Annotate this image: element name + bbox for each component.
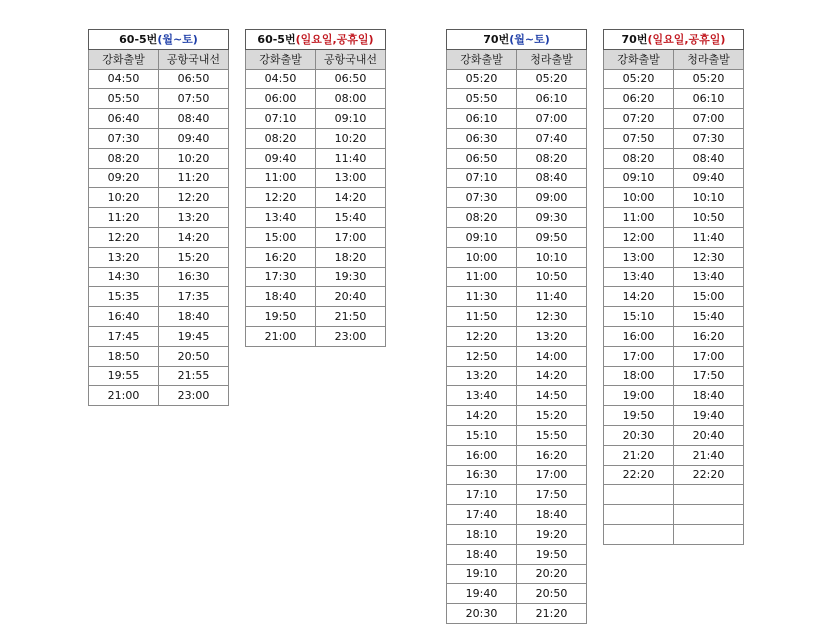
table-row [604, 386, 744, 406]
arrival-time: 09:30 [517, 208, 587, 228]
departure-time: 12:00 [604, 227, 674, 247]
column-header-row [89, 49, 229, 69]
departure-time: 16:20 [246, 247, 316, 267]
timetable-title-cell [89, 30, 229, 50]
departure-time: 09:20 [89, 168, 159, 188]
table-row [447, 208, 587, 228]
departure-time: 20:30 [604, 425, 674, 445]
departure-time: 09:10 [447, 227, 517, 247]
departure-time: 06:00 [246, 89, 316, 109]
departure-time: 11:00 [447, 267, 517, 287]
table-row [604, 109, 744, 129]
table-row [447, 584, 587, 604]
table-row [89, 109, 229, 129]
arrival-time: 07:00 [517, 109, 587, 129]
arrival-time: 09:00 [517, 188, 587, 208]
table-row [447, 406, 587, 426]
table-row [604, 524, 744, 544]
table-row [447, 604, 587, 624]
arrival-time: 11:40 [316, 148, 386, 168]
arrival-time: 19:20 [517, 524, 587, 544]
departure-time: 09:40 [246, 148, 316, 168]
table-row [246, 267, 386, 287]
table-row [89, 188, 229, 208]
timetable-title [604, 30, 744, 50]
departure-time [604, 505, 674, 525]
column-header-destination: 청라출발 [674, 49, 744, 69]
timetable-title [447, 30, 587, 50]
arrival-time: 20:40 [674, 425, 744, 445]
column-header-departure: 강화출발 [89, 49, 159, 69]
departure-time: 07:50 [604, 128, 674, 148]
table-row [604, 267, 744, 287]
departure-time: 12:20 [246, 188, 316, 208]
departure-time: 18:50 [89, 346, 159, 366]
table-row [246, 307, 386, 327]
departure-time: 13:20 [447, 366, 517, 386]
table-row [89, 247, 229, 267]
table-row [604, 307, 744, 327]
table-row [604, 128, 744, 148]
route-number: 60-5번 [257, 32, 296, 46]
departure-time: 17:00 [604, 346, 674, 366]
departure-time: 10:20 [89, 188, 159, 208]
departure-time: 05:20 [604, 69, 674, 89]
arrival-time: 08:20 [517, 148, 587, 168]
table-row [89, 326, 229, 346]
departure-time: 09:10 [604, 168, 674, 188]
column-header-destination: 공항국내선 [316, 49, 386, 69]
arrival-time: 20:50 [159, 346, 229, 366]
departure-time: 11:00 [604, 208, 674, 228]
arrival-time: 11:40 [674, 227, 744, 247]
departure-time: 13:00 [604, 247, 674, 267]
departure-time: 13:40 [246, 208, 316, 228]
column-header-row [604, 49, 744, 69]
departure-time: 13:40 [604, 267, 674, 287]
departure-time: 05:50 [89, 89, 159, 109]
arrival-time: 20:20 [517, 564, 587, 584]
table-row [604, 287, 744, 307]
arrival-time: 13:20 [159, 208, 229, 228]
arrival-time: 17:50 [674, 366, 744, 386]
column-header-departure: 강화출발 [447, 49, 517, 69]
arrival-time: 21:55 [159, 366, 229, 386]
arrival-time: 19:30 [316, 267, 386, 287]
route-number: 60-5번 [119, 32, 158, 46]
departure-time: 16:40 [89, 307, 159, 327]
table-row [447, 148, 587, 168]
table-row [447, 326, 587, 346]
departure-time: 08:20 [246, 128, 316, 148]
arrival-time: 21:20 [517, 604, 587, 624]
departure-time: 08:20 [447, 208, 517, 228]
departure-time: 19:55 [89, 366, 159, 386]
departure-time: 15:10 [447, 425, 517, 445]
departure-time: 11:00 [246, 168, 316, 188]
departure-time: 12:20 [89, 227, 159, 247]
departure-time: 05:20 [447, 69, 517, 89]
arrival-time: 08:00 [316, 89, 386, 109]
table-row [447, 425, 587, 445]
departure-time: 14:30 [89, 267, 159, 287]
departure-time: 15:00 [246, 227, 316, 247]
arrival-time: 12:30 [517, 307, 587, 327]
arrival-time: 18:40 [674, 386, 744, 406]
table-row [447, 465, 587, 485]
departure-time: 05:50 [447, 89, 517, 109]
arrival-time: 14:00 [517, 346, 587, 366]
table-row [246, 89, 386, 109]
arrival-time: 15:40 [316, 208, 386, 228]
arrival-time: 11:20 [159, 168, 229, 188]
arrival-time: 19:45 [159, 326, 229, 346]
departure-time: 19:50 [604, 406, 674, 426]
departure-time: 04:50 [89, 69, 159, 89]
departure-time: 07:30 [89, 128, 159, 148]
arrival-time: 06:50 [159, 69, 229, 89]
arrival-time: 13:40 [674, 267, 744, 287]
table-row [604, 366, 744, 386]
arrival-time [674, 485, 744, 505]
arrival-time: 22:20 [674, 465, 744, 485]
column-header-departure: 강화출발 [246, 49, 316, 69]
departure-time: 21:20 [604, 445, 674, 465]
departure-time: 08:20 [604, 148, 674, 168]
table-row [89, 208, 229, 228]
table-row [246, 247, 386, 267]
table-row [604, 208, 744, 228]
arrival-time: 14:20 [517, 366, 587, 386]
table-row [604, 89, 744, 109]
departure-time: 19:40 [447, 584, 517, 604]
departure-time: 21:00 [89, 386, 159, 406]
arrival-time: 10:50 [517, 267, 587, 287]
arrival-time: 11:40 [517, 287, 587, 307]
table-row [447, 188, 587, 208]
departure-time: 11:50 [447, 307, 517, 327]
table-row [447, 524, 587, 544]
arrival-time: 20:40 [316, 287, 386, 307]
timetable-60-5-holiday [245, 29, 386, 347]
table-row [447, 346, 587, 366]
table-row [604, 247, 744, 267]
table-row [89, 366, 229, 386]
arrival-time: 06:50 [316, 69, 386, 89]
table-row [604, 227, 744, 247]
table-row [246, 109, 386, 129]
timetable-60-5-weekday [88, 29, 229, 406]
arrival-time: 07:50 [159, 89, 229, 109]
table-row [246, 188, 386, 208]
arrival-time: 13:20 [517, 326, 587, 346]
arrival-time: 14:20 [159, 227, 229, 247]
departure-time: 07:10 [447, 168, 517, 188]
schedule-day-type: (월~토) [509, 32, 550, 46]
arrival-time: 23:00 [159, 386, 229, 406]
departure-time: 18:10 [447, 524, 517, 544]
departure-time: 11:30 [447, 287, 517, 307]
arrival-time: 08:40 [159, 109, 229, 129]
departure-time [604, 485, 674, 505]
arrival-time: 23:00 [316, 326, 386, 346]
arrival-time: 07:30 [674, 128, 744, 148]
table-row [89, 307, 229, 327]
table-row [89, 69, 229, 89]
table-row [604, 465, 744, 485]
table-row [447, 544, 587, 564]
departure-time: 06:40 [89, 109, 159, 129]
arrival-time: 08:40 [674, 148, 744, 168]
arrival-time: 15:20 [159, 247, 229, 267]
table-row [447, 505, 587, 525]
arrival-time: 06:10 [517, 89, 587, 109]
table-row [89, 89, 229, 109]
column-header-row [246, 49, 386, 69]
departure-time: 08:20 [89, 148, 159, 168]
arrival-time: 12:20 [159, 188, 229, 208]
arrival-time: 19:40 [674, 406, 744, 426]
departure-time: 13:40 [447, 386, 517, 406]
table-row [246, 208, 386, 228]
departure-time: 14:20 [447, 406, 517, 426]
table-row [604, 485, 744, 505]
arrival-time: 14:50 [517, 386, 587, 406]
table-row [604, 346, 744, 366]
departure-time: 19:10 [447, 564, 517, 584]
arrival-time: 13:00 [316, 168, 386, 188]
departure-time: 06:50 [447, 148, 517, 168]
table-row [447, 227, 587, 247]
table-row [89, 346, 229, 366]
departure-time: 19:00 [604, 386, 674, 406]
arrival-time: 07:40 [517, 128, 587, 148]
departure-time: 12:50 [447, 346, 517, 366]
table-row [447, 445, 587, 465]
departure-time: 17:40 [447, 505, 517, 525]
table-row [246, 128, 386, 148]
departure-time: 12:20 [447, 326, 517, 346]
arrival-time: 09:40 [159, 128, 229, 148]
arrival-time: 15:00 [674, 287, 744, 307]
arrival-time [674, 524, 744, 544]
arrival-time: 07:00 [674, 109, 744, 129]
arrival-time: 17:50 [517, 485, 587, 505]
column-header-row [447, 49, 587, 69]
departure-time: 06:10 [447, 109, 517, 129]
departure-time [604, 524, 674, 544]
arrival-time: 08:40 [517, 168, 587, 188]
departure-time: 18:00 [604, 366, 674, 386]
table-row [246, 287, 386, 307]
table-row [447, 267, 587, 287]
departure-time: 13:20 [89, 247, 159, 267]
timetable-title-cell [447, 30, 587, 50]
arrival-time: 15:20 [517, 406, 587, 426]
departure-time: 18:40 [447, 544, 517, 564]
departure-time: 19:50 [246, 307, 316, 327]
table-row [89, 267, 229, 287]
timetable-title-cell [246, 30, 386, 50]
departure-time: 06:20 [604, 89, 674, 109]
table-row [246, 168, 386, 188]
table-row [246, 148, 386, 168]
arrival-time: 18:20 [316, 247, 386, 267]
table-row [89, 386, 229, 406]
departure-time: 15:35 [89, 287, 159, 307]
arrival-time: 21:40 [674, 445, 744, 465]
table-row [604, 425, 744, 445]
table-row [447, 366, 587, 386]
departure-time: 16:00 [447, 445, 517, 465]
table-row [447, 168, 587, 188]
departure-time: 15:10 [604, 307, 674, 327]
table-row [447, 69, 587, 89]
arrival-time: 20:50 [517, 584, 587, 604]
departure-time: 16:30 [447, 465, 517, 485]
departure-time: 17:45 [89, 326, 159, 346]
column-header-departure: 강화출발 [604, 49, 674, 69]
table-row [89, 287, 229, 307]
table-row [447, 564, 587, 584]
arrival-time: 10:20 [159, 148, 229, 168]
table-row [447, 128, 587, 148]
departure-time: 07:30 [447, 188, 517, 208]
departure-time: 14:20 [604, 287, 674, 307]
arrival-time: 05:20 [674, 69, 744, 89]
table-row [604, 406, 744, 426]
departure-time: 18:40 [246, 287, 316, 307]
arrival-time: 18:40 [517, 505, 587, 525]
departure-time: 17:30 [246, 267, 316, 287]
departure-time: 21:00 [246, 326, 316, 346]
arrival-time: 09:50 [517, 227, 587, 247]
timetable-title [89, 30, 229, 50]
departure-time: 10:00 [604, 188, 674, 208]
timetable-70-holiday [603, 29, 744, 545]
arrival-time: 16:30 [159, 267, 229, 287]
schedule-day-type: (월~토) [157, 32, 198, 46]
arrival-time: 10:10 [674, 188, 744, 208]
table-row [447, 89, 587, 109]
arrival-time: 17:35 [159, 287, 229, 307]
arrival-time: 10:20 [316, 128, 386, 148]
table-row [604, 445, 744, 465]
arrival-time: 16:20 [674, 326, 744, 346]
arrival-time: 15:40 [674, 307, 744, 327]
departure-time: 22:20 [604, 465, 674, 485]
departure-time: 16:00 [604, 326, 674, 346]
departure-time: 04:50 [246, 69, 316, 89]
table-row [447, 386, 587, 406]
arrival-time: 16:20 [517, 445, 587, 465]
departure-time: 11:20 [89, 208, 159, 228]
arrival-time: 10:10 [517, 247, 587, 267]
arrival-time: 21:50 [316, 307, 386, 327]
schedule-day-type: (일요일,공휴일) [295, 32, 374, 46]
table-row [604, 168, 744, 188]
table-row [447, 247, 587, 267]
arrival-time: 10:50 [674, 208, 744, 228]
arrival-time: 17:00 [316, 227, 386, 247]
timetable-title [246, 30, 386, 50]
arrival-time: 05:20 [517, 69, 587, 89]
table-row [89, 227, 229, 247]
arrival-time: 15:50 [517, 425, 587, 445]
table-row [447, 307, 587, 327]
arrival-time: 18:40 [159, 307, 229, 327]
arrival-time: 17:00 [517, 465, 587, 485]
column-header-destination: 청라출발 [517, 49, 587, 69]
table-row [604, 505, 744, 525]
departure-time: 17:10 [447, 485, 517, 505]
table-row [604, 69, 744, 89]
column-header-destination: 공항국내선 [159, 49, 229, 69]
route-number: 70번 [483, 32, 510, 46]
table-row [604, 148, 744, 168]
table-row [604, 326, 744, 346]
table-row [89, 148, 229, 168]
departure-time: 10:00 [447, 247, 517, 267]
table-row [604, 188, 744, 208]
timetable-title-cell [604, 30, 744, 50]
departure-time: 06:30 [447, 128, 517, 148]
table-row [89, 128, 229, 148]
table-row [447, 109, 587, 129]
schedule-day-type: (일요일,공휴일) [647, 32, 726, 46]
table-row [447, 485, 587, 505]
table-row [246, 227, 386, 247]
departure-time: 07:10 [246, 109, 316, 129]
arrival-time: 12:30 [674, 247, 744, 267]
table-row [447, 287, 587, 307]
arrival-time: 17:00 [674, 346, 744, 366]
departure-time: 20:30 [447, 604, 517, 624]
arrival-time: 09:10 [316, 109, 386, 129]
arrival-time [674, 505, 744, 525]
arrival-time: 14:20 [316, 188, 386, 208]
arrival-time: 19:50 [517, 544, 587, 564]
table-row [246, 69, 386, 89]
table-row [89, 168, 229, 188]
arrival-time: 09:40 [674, 168, 744, 188]
route-number: 70번 [621, 32, 648, 46]
departure-time: 07:20 [604, 109, 674, 129]
arrival-time: 06:10 [674, 89, 744, 109]
timetable-70-weekday [446, 29, 587, 624]
table-row [246, 326, 386, 346]
